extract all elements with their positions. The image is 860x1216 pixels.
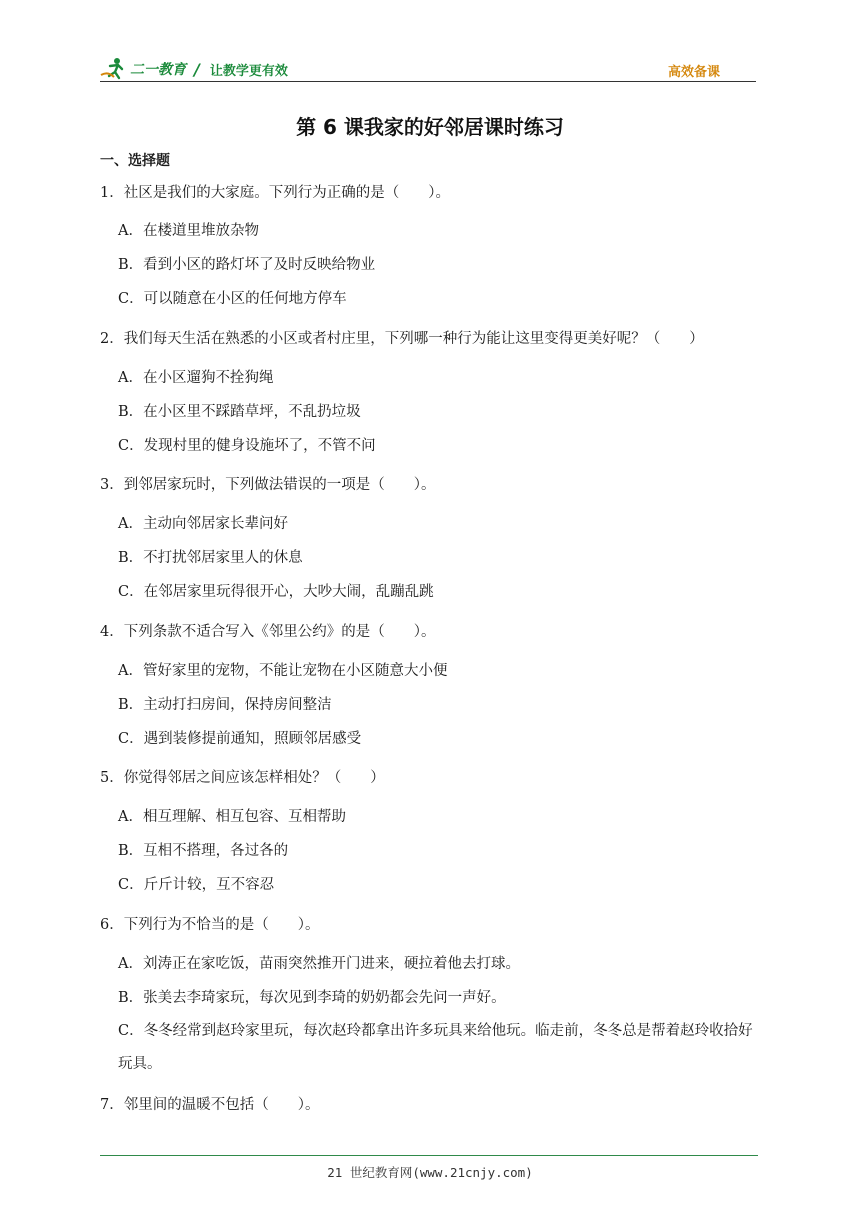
answer-option[interactable]: B．主动打扫房间，保持房间整洁 [118,697,332,713]
logo-text: 二一教育 [130,62,186,78]
answer-option[interactable]: B．张美去李琦家玩，每次见到李琦的奶奶都会先问一声好。 [118,990,506,1006]
page-header [100,56,756,84]
answer-option[interactable]: B．互相不搭理，各过各的 [118,843,289,859]
answer-option[interactable]: A．相互理解、相互包容、互相帮助 [118,809,346,825]
question-stem: 7．邻里间的温暖不包括（ ）。 [100,1097,320,1113]
answer-option[interactable]: C．在邻居家里玩得很开心，大吵大闹，乱蹦乱跳 [118,584,434,600]
runner-logo-icon [100,57,128,81]
answer-option[interactable]: C．遇到装修提前通知，照顾邻居感受 [118,731,362,747]
answer-option[interactable]: A．刘涛正在家吃饭，苗雨突然推开门进来，硬拉着他去打球。 [118,956,520,972]
question-stem: 2．我们每天生活在熟悉的小区或者村庄里，下列哪一种行为能让这里变得更美好呢？（ ） [100,331,704,347]
slogan: 让教学更有效 [209,63,288,79]
answer-option[interactable]: A．在楼道里堆放杂物 [118,223,259,239]
answer-option[interactable]: C．可以随意在小区的任何地方停车 [118,291,347,307]
question-stem: 1．社区是我们的大家庭。下列行为正确的是（ ）。 [100,185,450,201]
answer-option[interactable]: C．发现村里的健身设施坏了，不管不问 [118,438,376,454]
question-stem: 3．到邻居家玩时，下列做法错误的一项是（ ）。 [100,477,436,493]
page-title: 第 6 课我家的好邻居课时练习 [296,115,564,139]
logo [100,56,288,82]
question-stem: 5．你觉得邻居之间应该怎样相处？（ ） [100,770,385,786]
answer-option[interactable]: B．在小区里不踩踏草坪，不乱扔垃圾 [118,404,361,420]
answer-option[interactable]: B．不打扰邻居家里人的休息 [118,550,303,566]
answer-option[interactable]: A．在小区遛狗不拴狗绳 [118,370,274,386]
header-divider [100,81,756,82]
header-separator: / [194,59,200,79]
footer-text: 21 世纪教育网(www.21cnjy.com) [327,1165,533,1180]
answer-option[interactable]: B．看到小区的路灯坏了及时反映给物业 [118,257,376,273]
section-heading: 一、选择题 [100,153,170,169]
footer-divider [100,1155,758,1156]
answer-option[interactable]: C．斤斤计较，互不容忍 [118,877,275,893]
answer-option[interactable]: C．冬冬经常到赵玲家里玩，每次赵玲都拿出许多玩具来给他玩。临走前，冬冬总是帮着赵玲收拾好玩具。 [118,1023,753,1072]
question-stem: 4．下列条款不适合写入《邻里公约》的是（ ）。 [100,624,436,640]
question-stem: 6．下列行为不恰当的是（ ）。 [100,917,320,933]
answer-option[interactable]: A．管好家里的宠物，不能让宠物在小区随意大小便 [118,663,448,679]
answer-option[interactable]: A．主动向邻居家长辈问好 [118,516,288,532]
header-right-label: 高效备课 [667,65,720,80]
